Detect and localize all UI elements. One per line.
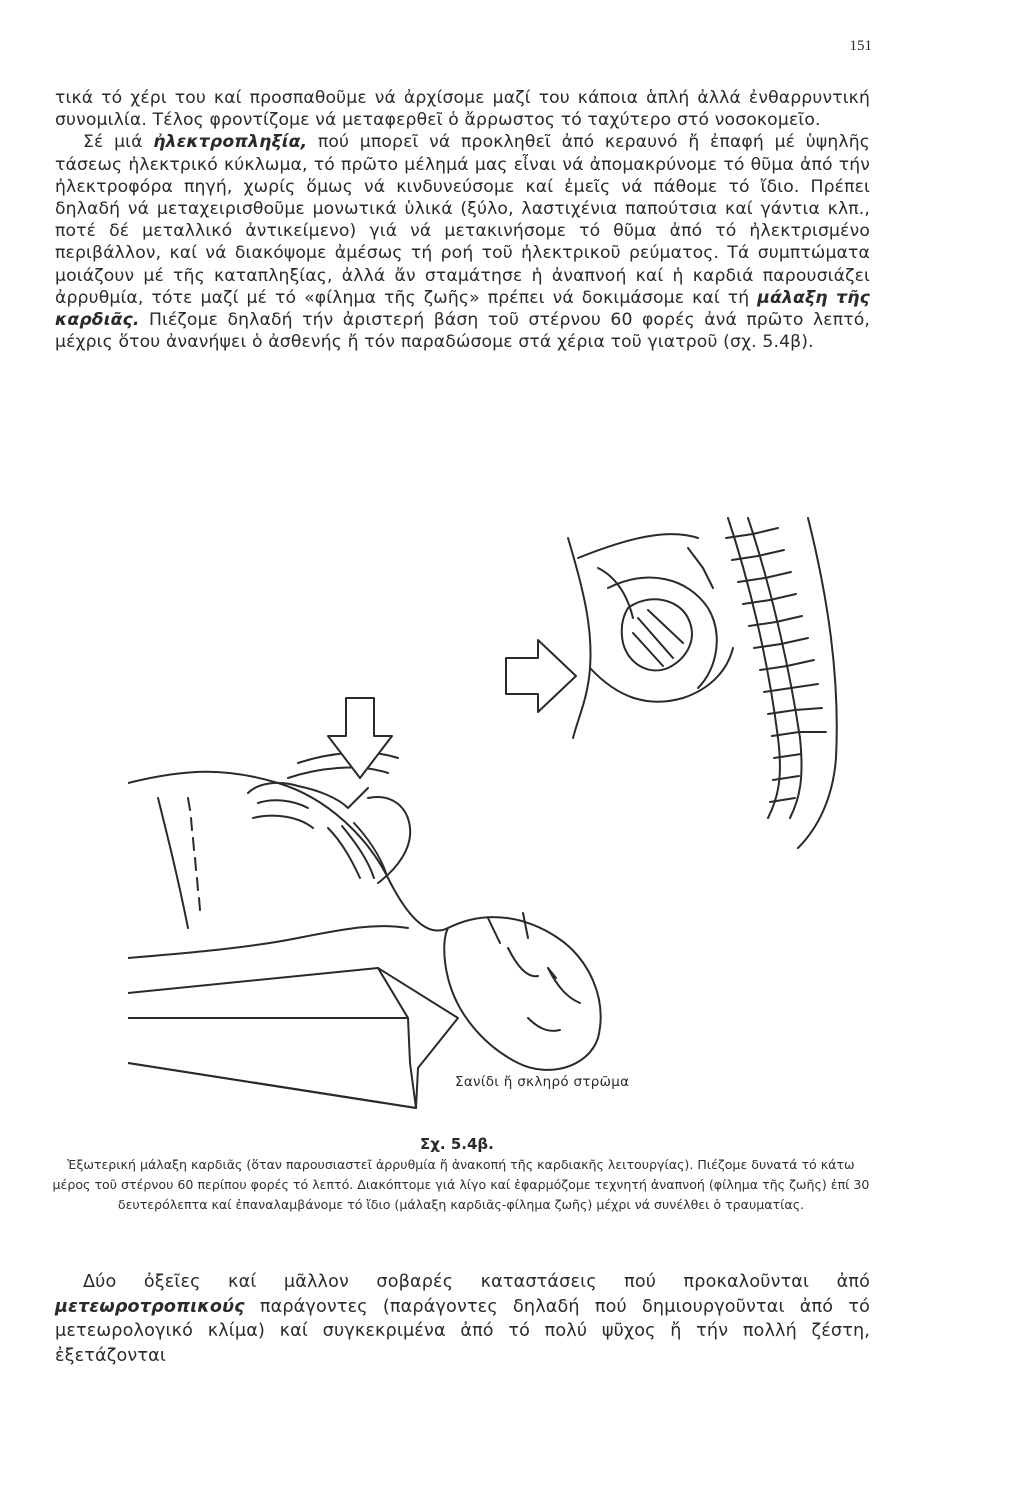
cpr-drawing [128,498,873,1130]
page-number: 151 [849,38,872,54]
rescuer-hands [248,753,410,883]
body-text-top [55,87,870,353]
body-text-bottom [55,1270,870,1368]
board-outline [128,968,458,1108]
paragraph-text: Δύο ὀξεῖες καί μᾶλλον σοβαρές καταστάσεις πού προκαλοῦνται ἀπό [83,1272,870,1292]
paragraph-meteorotropic [55,1270,870,1368]
paragraph-text: Πιέζομε δηλαδή τήν ἀριστερή βάση τοῦ στέρνου 60 φορές ἀνά πρῶτο λεπτό, μέχρις ὅτου ἀνανήψει ὁ ἀσθενής ἤ τόν παραδώσομε στά χέρια τοῦ γιατροῦ (σχ. 5.4β). [55,310,870,353]
paragraph-continuation: τικά τό χέρι του καί προσπαθοῦμε νά ἀρχίσομε μαζί του κάποια ἁπλή ἀλλά ἐνθαρρυντική συνομιλία. Τέλος φροντίζομε νά μεταφερθεῖ ὁ ἄρρωστος τό ταχύτερο στό νοσοκομεῖο. [55,88,870,131]
chest-cross-section [568,534,733,738]
paragraph-electrocution [55,131,870,353]
right-arrow [506,640,576,712]
paragraph-text: Σέ μιά [83,132,154,153]
down-arrow [328,698,392,778]
paragraph-text: πού μπορεῖ νά προκληθεῖ ἀπό κεραυνό ἤ ἐπαφή μέ ὑψηλῆς τάσεως ἠλεκτρικό κύκλωμα, τό πρῶτο μέλημά μας εἶναι νά ἀπομακρύνομε τό θῦμα ἀπό τήν ἠλεκτροφόρα πηγή, χωρίς ὅμως νά κινδυνεύσομε καί ἐμεῖς νά πάθομε τό ἴδιο. Πρέπει δηλαδή νά μεταχειρισθοῦμε μονωτικά ὑλικά (ξύλο, λαστιχένια παπούτσια καί γάντια κλπ., ποτέ δέ μεταλλικό ἀντικείμενο) γιά νά μετακινήσομε τό θῦμα ἀπό τό ἠλεκτρισμένο περιβάλλον, καί νά διακόψομε ἀμέσως τή ροή τοῦ ἠλεκτρικοῦ ρεύματος. Τά συμπτώματα μοιάζουν μέ τῆς καταπληξίας, ἀλλά ἄν σταμάτησε ἡ ἀναπνοή καί ἡ καρδιά παρουσιάζει ἀρρυθμία, τότε μαζί μέ τό «φίλημα τῆς ζωῆς» πρέπει νά δοκιμάσομε καί τή [55,132,870,308]
paragraph-text: παράγοντες (παράγοντες δηλαδή πού δημιουργοῦνται ἀπό τό μετεωρολογικό κλίμα) καί συγκεκριμένα ἀπό τό πολύ ψῦχος ἤ τήν πολλή ζέστη, ἐξετάζονται [55,1296,870,1366]
term-electrocution: ἠλεκτροπληξία, [153,132,308,153]
board-label: Σανίδι ἤ σκληρό στρῶμα [455,1074,630,1090]
figure-number: Σχ. 5.4β. [420,1135,494,1153]
term-heart-massage: μάλαξη τῆς καρδιᾶς. [55,287,870,331]
patient-body [128,772,601,1070]
term-meteorotropic: μετεωροτροπικούς [55,1296,245,1317]
spine [726,518,837,848]
figure-caption: Ἐξωτερική μάλαξη καρδιᾶς (ὅταν παρουσιαστεῖ ἀρρυθμία ἤ ἀνακοπή τῆς καρδιακῆς λειτουργίας). Πιέζομε δυνατά τό κάτω μέρος τοῦ στέρνου 60 περίπου φορές τό λεπτό. Διακόπτομε γιά λίγο καί ἐφαρμόζομε τεχνητή ἀναπνοή (φίλημα τῆς ζωῆς) ἐπί 30 δευτερόλεπτα καί ἐπαναλαμβάνομε τό ἴδιο (μάλαξη καρδιᾶς-φίλημα ζωῆς) μέχρι νά συνέλθει ὁ τραυματίας. [52,1157,870,1212]
cpr-illustration [128,498,873,1130]
